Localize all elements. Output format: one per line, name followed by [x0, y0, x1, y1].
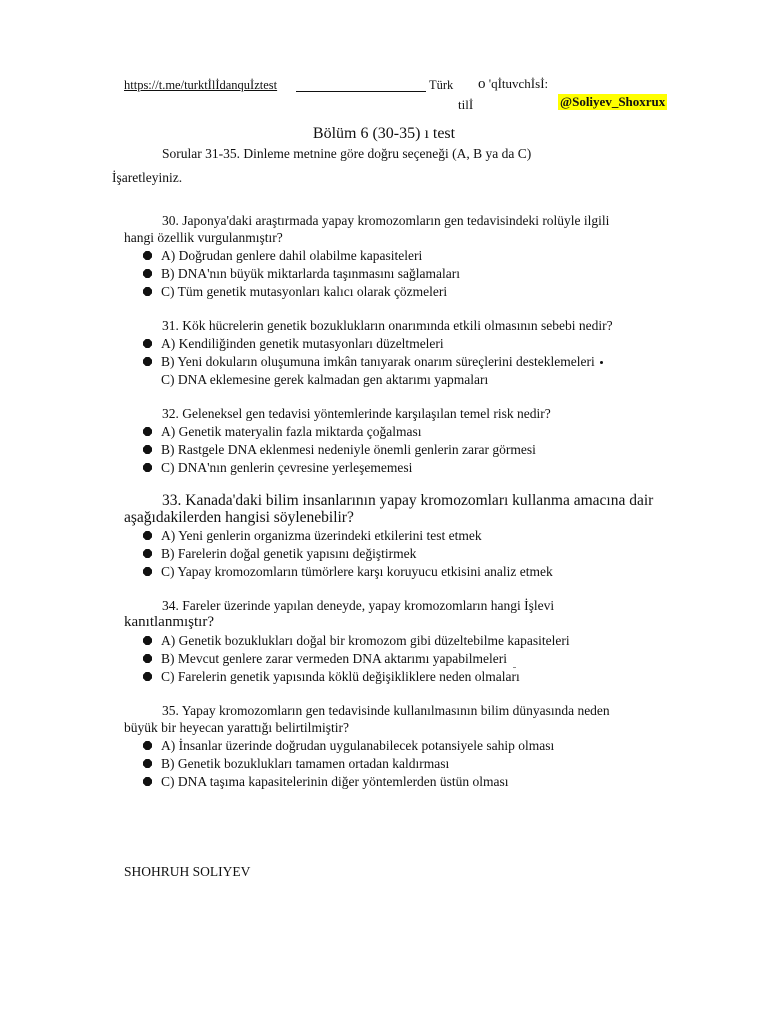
- option-label: A) Genetik bozuklukları doğal bir kromozom gibi düzeltebilme kapasiteleri: [161, 633, 570, 648]
- question-text: 32. Geleneksel gen tedavisi yöntemlerinde karşılaşılan temel risk nedir?: [162, 406, 551, 421]
- question-text-cont: büyük bir heyecan yarattığı belirtilmiştir?: [124, 720, 349, 735]
- page-title: Bölüm 6 (30-35) ı test: [312, 125, 456, 142]
- options-list: [124, 527, 744, 581]
- bullet-icon: [143, 427, 152, 436]
- bullet-icon: [143, 777, 152, 786]
- bullet-icon: [143, 251, 152, 260]
- instructions-line-2: İşaretleyiniz.: [112, 170, 183, 185]
- question-30: [124, 212, 724, 301]
- option-b[interactable]: [124, 441, 724, 459]
- options-list: [124, 632, 744, 686]
- options-list: [124, 247, 724, 301]
- option-c[interactable]: [124, 773, 744, 791]
- option-b[interactable]: [124, 353, 724, 371]
- bullet-icon: [143, 463, 152, 472]
- option-label: C) DNA eklemesine gerek kalmadan gen aktarımı yapmaları: [161, 372, 489, 387]
- options-list: [124, 423, 724, 477]
- header-teacher: [478, 76, 548, 93]
- option-label: C) Yapay kromozomların tümörlere karşı koruyucu etkisini analiz etmek: [161, 564, 553, 579]
- question-text: 34. Fareler üzerinde yapılan deneyde, yapay kromozomların hangi İşlevi: [162, 598, 555, 613]
- option-label: C) Farelerin genetik yapısında köklü değişikliklere neden olmaları: [161, 669, 520, 684]
- option-a[interactable]: [124, 247, 724, 265]
- option-label: B) DNA'nın büyük miktarlarda taşınmasını sağlamaları: [161, 266, 460, 281]
- option-b[interactable]: [124, 545, 744, 563]
- option-label: C) DNA'nın genlerin çevresine yerleşememesi: [161, 460, 413, 475]
- bullet-icon: [143, 759, 152, 768]
- bullet-icon: [143, 269, 152, 278]
- option-a[interactable]: [124, 423, 724, 441]
- option-a[interactable]: [124, 335, 724, 353]
- bullet-icon: [143, 339, 152, 348]
- option-label: A) Genetik materyalin fazla miktarda çoğalması: [161, 424, 422, 439]
- option-label: C) DNA taşıma kapasitelerinin diğer yöntemlerden üstün olması: [161, 774, 509, 789]
- option-c[interactable]: [124, 371, 724, 389]
- option-label: A) Doğrudan genlere dahil olabilme kapasiteleri: [161, 248, 423, 263]
- option-label: A) Kendiliğinden genetik mutasyonları düzeltmeleri: [161, 336, 444, 351]
- bullet-icon: [143, 531, 152, 540]
- author-handle: @Soliyev_Shoxrux: [560, 94, 666, 109]
- option-label: B) Genetik bozuklukları tamamen ortadan kaldırması: [161, 756, 450, 771]
- question-32: [124, 405, 724, 477]
- bullet-icon: [143, 654, 152, 663]
- bullet-icon: [143, 357, 152, 366]
- question-text: 31. Kök hücrelerin genetik bozuklukların onarımında etkili olmasının sebebi nedir?: [162, 318, 613, 333]
- option-a[interactable]: [124, 632, 744, 650]
- header-teacher-rest: 'qİtuvchİsİ:: [488, 76, 549, 91]
- underline-rule: [296, 91, 426, 92]
- question-35: [124, 702, 744, 791]
- instructions-line-1: Sorular 31-35. Dinleme metnine göre doğru seçeneği (A, B ya da C): [162, 146, 532, 161]
- options-list: [124, 737, 744, 791]
- option-c[interactable]: [124, 668, 744, 686]
- question-text-cont: kanıtlanmıştır?: [124, 614, 214, 630]
- option-b[interactable]: [124, 650, 744, 668]
- option-b[interactable]: [124, 265, 724, 283]
- bullet-icon: [143, 672, 152, 681]
- option-c[interactable]: [124, 283, 724, 301]
- bullet-icon: [143, 636, 152, 645]
- bullet-icon: [143, 741, 152, 750]
- question-text-cont: hangi özellik vurgulanmıştır?: [124, 230, 283, 245]
- option-a[interactable]: [124, 737, 744, 755]
- header-tili: tilİ: [458, 97, 474, 112]
- question-text: 30. Japonya'daki araştırmada yapay kromozomların gen tedavisindeki rolüyle ilgili: [162, 213, 610, 228]
- option-label: B) Mevcut genlere zarar vermeden DNA aktarımı yapabilmeleri: [161, 651, 507, 666]
- bullet-icon: [143, 287, 152, 296]
- option-label: A) Yeni genlerin organizma üzerindeki etkilerini test etmek: [161, 528, 482, 543]
- bullet-icon: [143, 567, 152, 576]
- option-label: B) Yeni dokuların oluşumuna imkân tanıyarak onarım süreçlerini desteklemeleri: [161, 354, 595, 369]
- question-31: [124, 317, 724, 389]
- question-34: [124, 597, 744, 686]
- stray-dot: [600, 361, 603, 364]
- option-c[interactable]: [124, 563, 744, 581]
- question-text-cont: aşağıdakilerden hangisi söylenebilir?: [124, 509, 354, 526]
- bullet-icon: [143, 445, 152, 454]
- question-text: 35. Yapay kromozomların gen tedavisinde kullanılmasının bilim dünyasında neden: [162, 703, 610, 718]
- header-teacher-o: o: [478, 76, 486, 92]
- option-label: B) Rastgele DNA eklenmesi nedeniyle önemli genlerin zarar görmesi: [161, 442, 536, 457]
- header-turk: Türk: [429, 78, 454, 92]
- author-name: SHOHRUH SOLIYEV: [124, 864, 251, 879]
- option-label: C) Tüm genetik mutasyonları kalıcı olarak çözmeleri: [161, 284, 448, 299]
- question-33: [124, 492, 744, 581]
- question-text: 33. Kanada'daki bilim insanlarının yapay kromozomları kullanma amacına dair: [162, 492, 654, 509]
- option-c[interactable]: [124, 459, 724, 477]
- bullet-icon: [143, 549, 152, 558]
- option-a[interactable]: [124, 527, 744, 545]
- telegram-link[interactable]: https://t.me/turktİlİdanquİztest: [124, 78, 278, 92]
- option-b[interactable]: [124, 755, 744, 773]
- option-label: B) Farelerin doğal genetik yapısını değiştirmek: [161, 546, 417, 561]
- option-label: A) İnsanlar üzerinde doğrudan uygulanabilecek potansiyele sahip olması: [161, 738, 555, 753]
- options-list: [124, 335, 724, 389]
